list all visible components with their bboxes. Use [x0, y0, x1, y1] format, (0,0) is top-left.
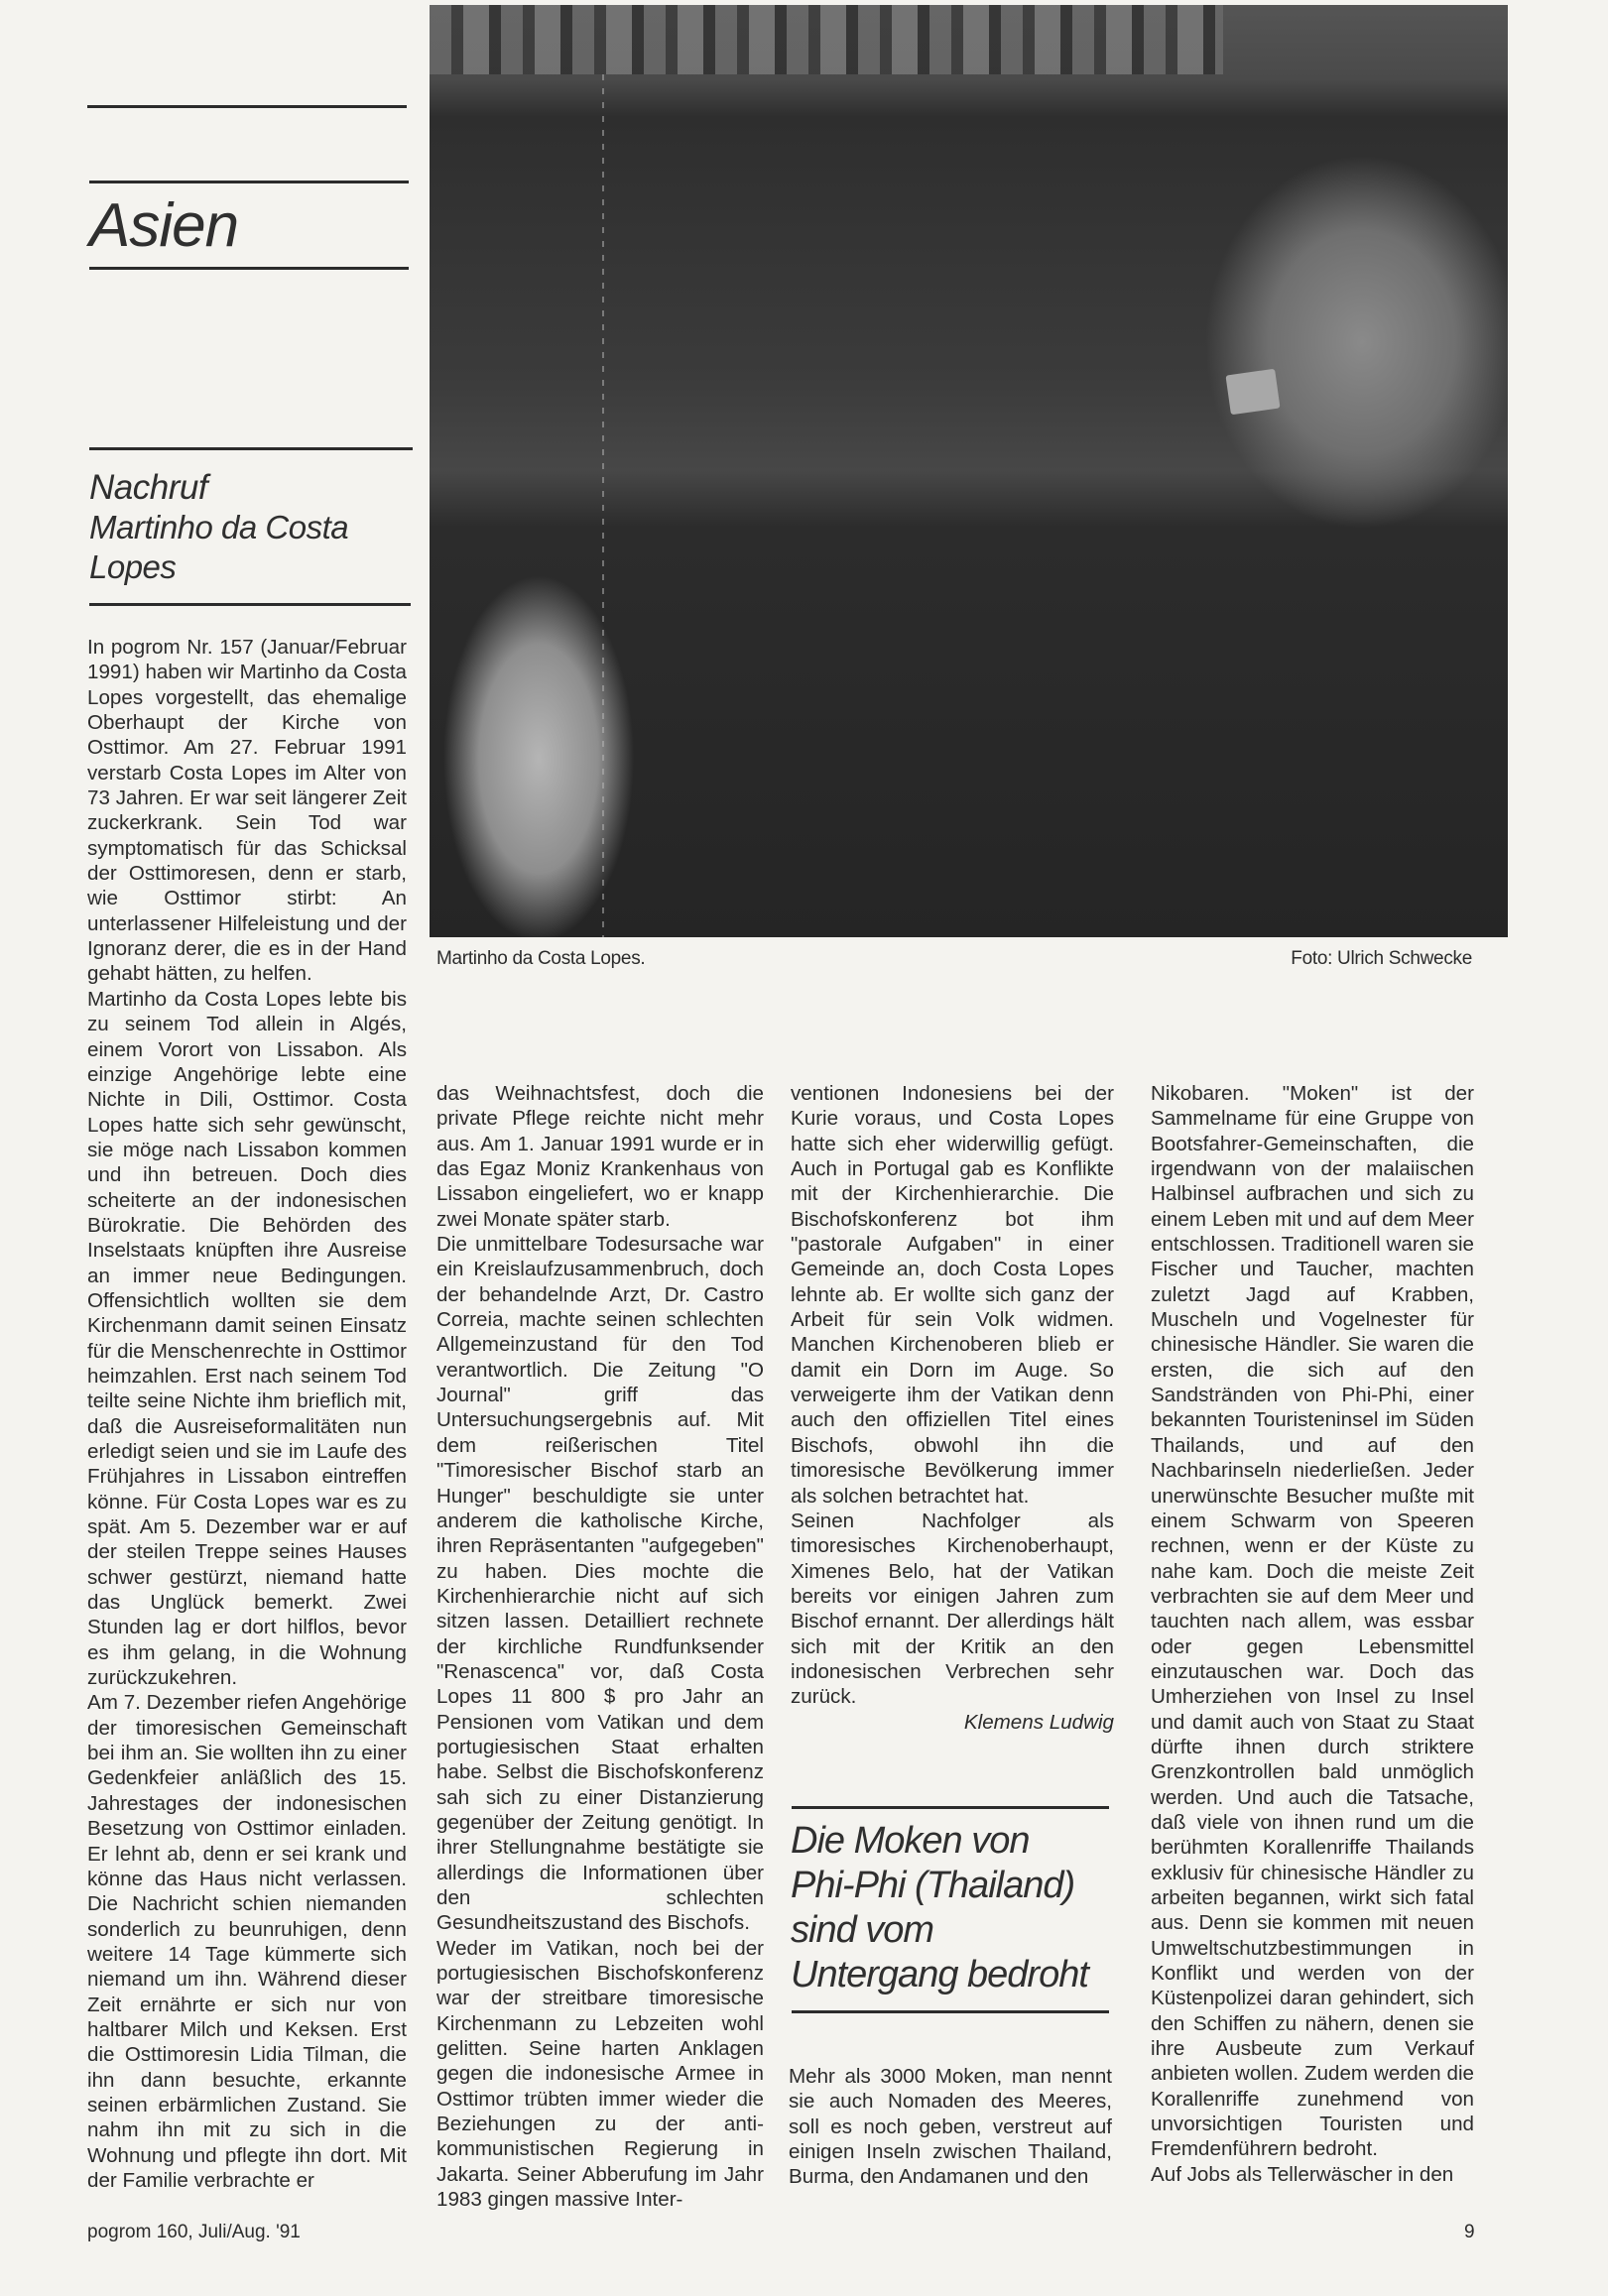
rule-obituary-top — [89, 447, 413, 450]
rule-moken-bottom — [792, 2010, 1109, 2013]
rule-moken-top — [792, 1806, 1109, 1809]
article-column-2 — [436, 1081, 764, 2212]
obituary-headline-line1: Martinho da Costa — [89, 509, 349, 545]
moken-headline — [791, 1819, 1118, 1997]
rule-section-top — [89, 181, 409, 183]
moken-column-4 — [1151, 1081, 1474, 2187]
paragraph: In pogrom Nr. 157 (Januar/Februar 1991) haben wir Martinho da Costa Lopes vorgestellt, das ehemalige Oberhaupt der Kirche von Osttimor. Am 27. Februar 1991 verstarb Costa Lopes im Alter von 73 Jahren. Er war seit längerer Zeit zuckerkrank. Sein Tod war symptomatisch für das Schicksal der Osttimoresen, denn er starb, wie Osttimor stirbt: An unterlassener Hilfeleistung und der Ignoranz derer, die es in der Hand gehabt hätten, zu helfen. — [87, 636, 407, 986]
rule-top — [87, 105, 407, 108]
article-column-3 — [791, 1081, 1114, 1735]
bookshelf-background — [430, 5, 1223, 74]
paragraph: Weder im Vatikan, noch bei der portugiesischen Bischofskonferenz war der streitbare timoresische Kirchenmann zu Lebzeiten wohl gelitten. Seine harten Anklagen gegen die indonesische Armee in Osttimor trübten immer wieder die Beziehungen zu der anti-kommunistischen Regierung in Jakarta. Seiner Abberufung im Jahr 1983 gingen massive Inter- — [436, 1936, 764, 2212]
obituary-heading — [89, 468, 417, 587]
moken-headline-line: Untergang bedroht — [791, 1954, 1088, 1995]
article-column-1 — [87, 635, 407, 2212]
paragraph: Mehr als 3000 Moken, man nennt sie auch Nomaden des Meeres, soll es noch geben, verstreut auf einigen Inseln zwischen Thailand, Burma, den Andamanen und den — [789, 2065, 1112, 2189]
footer-page-number: 9 — [1464, 2222, 1475, 2242]
rule-section-bottom — [89, 267, 409, 270]
moken-headline-line: Phi-Phi (Thailand) — [791, 1865, 1075, 1906]
page-crease — [602, 74, 604, 937]
photo-credit: Foto: Ulrich Schwecke — [1291, 948, 1472, 969]
obituary-kicker: Nachruf — [89, 468, 208, 507]
byline: Klemens Ludwig — [963, 1710, 1114, 1734]
photo-caption: Martinho da Costa Lopes. — [436, 948, 646, 969]
rule-obituary-bottom — [89, 603, 411, 606]
paragraph: Am 7. Dezember riefen Angehörige der timoresischen Gemeinschaft bei ihm an. Sie wollten ihn zu einer Gedenkfeier anläßlich des 15. Jahrestages der indonesischen Besetzung von Osttimor einladen. Er lehnt ab, denn er sei krank und könne das Haus nicht verlassen. Die Nachricht schien niemanden sonderlich zu beunruhigen, denn weitere 14 Tage kümmerte sich niemand um ihn. Während dieser Zeit ernährte er sich nur von haltbarer Milch und Keksen. Erst die Osttimoresin Lidia Tilman, die ihn dann besuchte, erkannte seinen erbärmlichen Zustand. Sie nahm ihn mit zu sich in die Wohnung und pflegte ihn dort. Mit der Familie verbrachte er — [87, 1691, 407, 2192]
moken-headline-line: Die Moken von — [791, 1820, 1030, 1862]
paragraph: Nikobaren. "Moken" ist der Sammelname für eine Gruppe von Bootsfahrer-Gemeinschaften, die irgendwann von der malaiischen Halbinsel aufbrachen und sich zu einem Leben mit und auf dem Meer entschlossen. Traditionell waren sie Fischer und Taucher, machten zuletzt Jagd auf Krabben, Muscheln und Vogelnester für chinesische Händler. Sie waren die ersten, die sich auf den Sandstränden von Phi-Phi, einer bekannten Touristeninsel im Süden Thailands, und auf den Nachbarinseln niederließen. Jeder unerwünschte Besucher mußte mit einem Schwarm von Speeren rechnen, wenn er der Küste zu nahe kam. Doch die meiste Zeit verbrachten sie auf dem Meer und tauchten nach allem, was essbar oder gegen Lebensmittel einzutauschen war. Doch das Umherziehen von Insel zu Insel und damit auch von Staat zu Staat dürfte ihnen durch striktere Grenzkontrollen bald unmöglich werden. Und auch die Tatsache, daß viele von ihnen rund um die berühmten Korallenriffe Thailands exklusiv für chinesische Händler zu arbeiten begannen, wirkt sich fatal aus. Denn sie kommen mit neuen Umweltschutzbestimmungen in Konflikt und werden von der Küstenpolizei daran gehindert, sich den Schiffen zu nähern, denen sie ihre Ausbeute zum Verkauf anbieten wollen. Zudem werden die Korallenriffe zunehmend von unvorsichtigen Touristen und Fremdenführern bedroht. — [1151, 1082, 1474, 2161]
paragraph: ventionen Indonesiens bei der Kurie voraus, und Costa Lopes hatte sich eher widerwillig gefügt. Auch in Portugal gab es Konflikte mit der Kirchenhierarchie. Die Bischofskonferenz bot ihm "pastorale Aufgaben" in einer Gemeinde an, doch Costa Lopes lehnte ab. Er wollte sich ganz der Arbeit für sein Volk widmen. Manchen Kirchenoberen blieb er damit ein Dorn im Auge. So verweigerte ihm der Vatikan denn auch den offiziellen Titel eines Bischofs, obwohl ihn die timoresische Bevölkerung immer als solchen betrachtet hat. — [791, 1082, 1114, 1508]
moken-column-3 — [789, 2064, 1112, 2190]
moken-headline-line: sind vom — [791, 1909, 934, 1951]
paragraph: Auf Jobs als Tellerwäscher in den — [1151, 2162, 1454, 2186]
section-title: Asien — [89, 191, 239, 260]
paragraph: Die unmittelbare Todesursache war ein Kreislaufzusammenbruch, doch der behandelnde Arzt, Dr. Castro Correia, machte seinen schlechten Allgemeinzustand für den Tod verantwortlich. Die Zeitung "O Journal" griff das Untersuchungsergebnis auf. Mit dem reißerischen Titel "Timoresischer Bischof starb an Hunger" beschuldigte sie unter anderem die katholische Kirche, ihren Repräsentanten "aufgegeben" zu haben. Dies mochte die Kirchenhierarchie nicht auf sich sitzen lassen. Detailliert rechnete der kirchliche Rundfunksender "Renascenca" vor, daß Costa Lopes 11 800 $ pro Jahr an Pensionen vom Vatikan und dem portugiesischen Staat erhalten habe. Selbst die Bischofskonferenz sah sich zu einer Distanzierung gegenüber der Zeitung genötigt. In ihrer Stellungnahme bestätigte sie allerdings die Informationen über den schlechten Gesundheitszustand des Bischofs. — [436, 1233, 764, 1935]
footer-issue: pogrom 160, Juli/Aug. '91 — [87, 2222, 301, 2242]
paragraph: das Weihnachtsfest, doch die private Pflege reichte nicht mehr aus. Am 1. Januar 1991 wurde er in das Egaz Moniz Krankenhaus von Lissabon eingeliefert, wo er knapp zwei Monate später starb. — [436, 1082, 764, 1231]
clerical-collar — [1225, 369, 1280, 416]
paragraph: Seinen Nachfolger als timoresisches Kirchenoberhaupt, Ximenes Belo, hat der Vatikan bereits vor einigen Jahren zum Bischof ernannt. Der allerdings hält sich mit der Kritik an den indonesischen Verbrechen sehr zurück. — [791, 1509, 1114, 1709]
paragraph: Martinho da Costa Lopes lebte bis zu seinem Tod allein in Algés, einem Vorort von Lissabon. Als einzige Angehörige lebte eine Nichte in Dili, Osttimor. Costa Lopes hatte sich sehr gewünscht, sie möge nach Lissabon kommen und ihn betreuen. Doch dies scheiterte an der indonesischen Bürokratie. Die Behörden des Inselstaats knüpften ihre Ausreise an immer neue Bedingungen. Offensichtlich wollten sie dem Kirchenmann damit seinen Einsatz für die Menschenrechte in Osttimor heimzahlen. Erst nach seinem Tod teilte seine Nichte ihm brieflich mit, daß die Ausreiseformalitäten nun erledigt seien und sie im Laufe des Frühjahres in Lissabon eintreffen könne. Für Costa Lopes war es zu spät. Am 5. Dezember war er auf der steilen Treppe seines Hauses schwer gestürzt, niemand hatte das Unglück bemerkt. Zwei Stunden lag er dort hilflos, bevor es ihm gelang, in die Wohnung zurückzukehren. — [87, 987, 407, 1690]
portrait-photo — [430, 5, 1508, 937]
obituary-headline-line2: Lopes — [89, 548, 177, 585]
